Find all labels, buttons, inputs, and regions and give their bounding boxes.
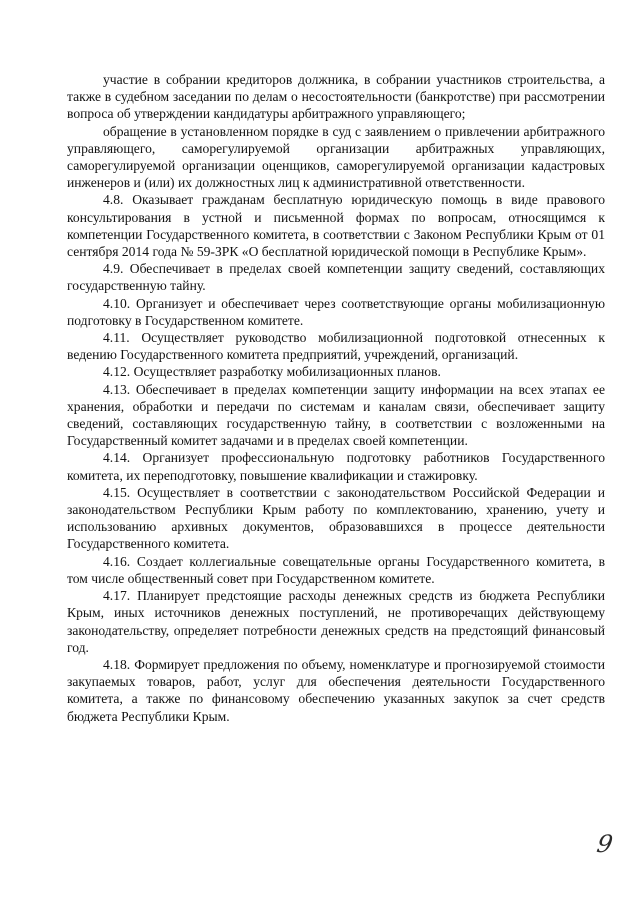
paragraph-4-13: 4.13. Обеспечивает в пределах компетенции защиту информации на всех этапах ее хранения, обработки и передачи по системам и каналам связи, обеспечивает защиту сведений, составляющих государственную тайну, в соответствии с возложенными на Государственный комитет задачами и в пределах своей компетенции. [67,381,605,449]
paragraph-4-8: 4.8. Оказывает гражданам бесплатную юридическую помощь в виде правового консультирования в устной и письменной формах по вопросам, относящимся к компетенции Государственного комитета, в соответствии с Законом Республики Крым от 01 сентября 2014 года № 59-ЗРК «О бесплатной юридической помощи в Республике Крым». [67,192,605,260]
paragraph-creditors-meeting: участие в собрании кредиторов должника, в собрании участников строительства, а также в судебном заседании по делам о несостоятельности (банкротстве) при рассмотрении вопроса об утверждении кандидатуры арбитражного управляющего; [67,72,605,122]
paragraph-4-16: 4.16. Создает коллегиальные совещательные органы Государственного комитета, в том числе общественный совет при Государственном комитете. [67,553,605,586]
paragraph-4-17: 4.17. Планирует предстоящие расходы денежных средств из бюджета Республики Крым, иных источников денежных поступлений, не противоречащих действующему законодательству, определяет потребности денежных средств на предстоящий финансовый год. [67,588,605,655]
paragraph-court-appeal: обращение в установленном порядке в суд с заявлением о привлечении арбитражного управляющего, саморегулируемой организации арбитражных управляющих, саморегулируемой организации оценщиков, саморегулируемой организации кадастровых инженеров и (или) их должностных лиц к административной ответственности. [67,123,605,191]
paragraph-4-15: 4.15. Осуществляет в соответствии с законодательством Российской Федерации и законодательством Республики Крым работу по комплектованию, хранению, учету и использованию архивных документов, образовавшихся в процессе деятельности Государственного комитета. [67,484,605,552]
paragraph-4-12: 4.12. Осуществляет разработку мобилизационных планов. [103,364,441,380]
paragraph-4-18: 4.18. Формирует предложения по объему, номенклатуре и прогнозируемой стоимости закупаемых товаров, работ, услуг для обеспечения деятельности Государственного комитета, а также по финансовому обеспечению указанных закупок за счет средств бюджета Республики Крым. [67,656,605,724]
paragraph-4-10: 4.10. Организует и обеспечивает через соответствующие органы мобилизационную подготовку в Государственном комитете. [67,295,605,328]
paragraph-4-14: 4.14. Организует профессиональную подготовку работников Государственного комитета, их переподготовку, повышение квалификации и стажировку. [67,450,605,483]
document-body [67,71,605,725]
paragraph-4-11: 4.11. Осуществляет руководство мобилизационной подготовкой отнесенных к ведению Государственного комитета предприятий, учреждений, организаций. [67,330,605,363]
page-number: 9 [594,830,615,858]
paragraph-4-9: 4.9. Обеспечивает в пределах своей компетенции защиту сведений, составляющих государственную тайну. [67,261,605,294]
